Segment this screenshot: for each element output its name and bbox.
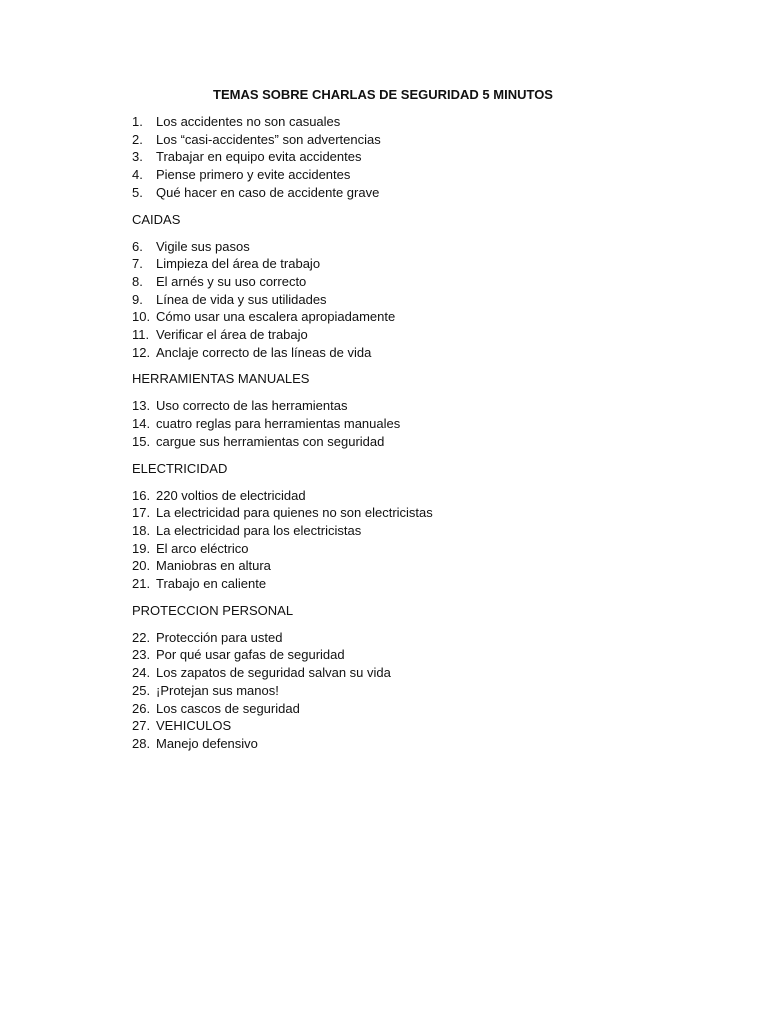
list-item-number: 18.	[132, 522, 151, 538]
list-item-text: Uso correcto de las herramientas	[156, 398, 348, 414]
list-item-number: 28.	[132, 735, 151, 751]
list-item-number: 20.	[132, 558, 151, 574]
list-item	[132, 326, 672, 344]
list-item-number: 2.	[132, 131, 143, 147]
list-item-number: 17.	[132, 505, 151, 521]
list-item-number: 1.	[132, 114, 143, 129]
list-item	[132, 166, 672, 184]
topic-list	[132, 113, 672, 202]
list-item-number: 27.	[132, 718, 151, 734]
list-item	[132, 646, 672, 664]
list-item	[132, 735, 672, 753]
list-item-text: La electricidad para los electricistas	[156, 522, 362, 538]
list-item-number: 26.	[132, 700, 151, 716]
list-item-text: Limpieza del área de trabajo	[156, 256, 321, 272]
list-item-number: 14.	[132, 416, 151, 432]
list-item-number: 22.	[132, 629, 151, 645]
list-item-text: Protección para usted	[156, 629, 283, 645]
list-item-number: 11.	[132, 327, 150, 343]
list-item-number: 8.	[132, 273, 143, 289]
list-item-number: 10.	[132, 309, 151, 325]
list-item	[132, 700, 672, 718]
list-item-text: Trabajo en caliente	[156, 576, 267, 592]
list-item-number: 3.	[132, 149, 143, 165]
list-item-text: Vigile sus pasos	[156, 238, 250, 254]
list-item-text: cargue sus herramientas con seguridad	[156, 433, 385, 449]
section-heading: PROTECCION PERSONAL	[132, 602, 294, 618]
list-item-text: El arco eléctrico	[156, 540, 249, 556]
list-item	[132, 344, 672, 362]
topic-sections	[132, 113, 672, 753]
section-heading: HERRAMIENTAS MANUALES	[132, 371, 310, 387]
list-item-number: 6.	[132, 238, 143, 254]
list-item	[132, 131, 672, 149]
list-item	[132, 717, 672, 735]
topic-list	[132, 397, 672, 450]
list-item-text: Maniobras en altura	[156, 558, 271, 574]
list-item	[132, 664, 672, 682]
list-item-number: 23.	[132, 647, 151, 663]
document-content	[132, 86, 672, 753]
list-item	[132, 273, 672, 291]
list-item	[132, 557, 672, 575]
list-item	[132, 433, 672, 451]
list-item	[132, 522, 672, 540]
list-item	[132, 415, 672, 433]
list-item-text: Los accidentes no son casuales	[156, 114, 341, 129]
list-item-text: Los “casi-accidentes” son advertencias	[156, 131, 381, 147]
list-item-text: 220 voltios de electricidad	[156, 487, 306, 503]
list-item-number: 9.	[132, 291, 143, 307]
list-item-number: 19.	[132, 540, 151, 556]
list-item	[132, 629, 672, 647]
list-item	[132, 113, 672, 131]
list-item-text: Línea de vida y sus utilidades	[156, 291, 327, 307]
list-item-number: 4.	[132, 167, 143, 183]
list-item-text: Los cascos de seguridad	[156, 700, 300, 716]
list-item	[132, 255, 672, 273]
list-item-text: Qué hacer en caso de accidente grave	[156, 184, 380, 200]
list-item-number: 24.	[132, 665, 151, 681]
list-item-text: VEHICULOS	[156, 718, 232, 734]
list-item-text: Verificar el área de trabajo	[156, 327, 308, 343]
list-item	[132, 184, 672, 202]
list-item-text: El arnés y su uso correcto	[156, 273, 307, 289]
list-item-text: Anclaje correcto de las líneas de vida	[156, 344, 372, 360]
list-item	[132, 397, 672, 415]
section-heading: ELECTRICIDAD	[132, 460, 228, 476]
list-item-text: La electricidad para quienes no son electricistas	[156, 505, 433, 521]
list-item-text: Manejo defensivo	[156, 735, 258, 751]
list-item-number: 12.	[132, 344, 151, 360]
list-item-number: 7.	[132, 256, 143, 272]
list-item	[132, 487, 672, 505]
list-item-number: 13.	[132, 398, 151, 414]
list-item	[132, 148, 672, 166]
topic-list	[132, 629, 672, 753]
list-item	[132, 575, 672, 593]
list-item-number: 15.	[132, 433, 151, 449]
list-item-text: Los zapatos de seguridad salvan su vida	[156, 665, 391, 681]
section-heading: CAIDAS	[132, 211, 181, 227]
list-item	[132, 291, 672, 309]
list-item-text: ¡Protejan sus manos!	[156, 682, 279, 698]
list-item	[132, 308, 672, 326]
list-item-number: 21.	[132, 576, 151, 592]
list-item	[132, 504, 672, 522]
list-item-number: 5.	[132, 184, 143, 200]
list-item-number: 16.	[132, 487, 151, 503]
list-item-text: Piense primero y evite accidentes	[156, 167, 351, 183]
topic-list	[132, 238, 672, 362]
list-item-text: Por qué usar gafas de seguridad	[156, 647, 345, 663]
topic-list	[132, 487, 672, 593]
list-item-number: 25.	[132, 682, 151, 698]
list-item	[132, 238, 672, 256]
list-item-text: Cómo usar una escalera apropiadamente	[156, 309, 396, 325]
list-item-text: Trabajar en equipo evita accidentes	[156, 149, 362, 165]
list-item-text: cuatro reglas para herramientas manuales	[156, 416, 401, 432]
list-item	[132, 682, 672, 700]
document-title: TEMAS SOBRE CHARLAS DE SEGURIDAD 5 MINUTOS	[213, 87, 553, 102]
list-item	[132, 540, 672, 558]
